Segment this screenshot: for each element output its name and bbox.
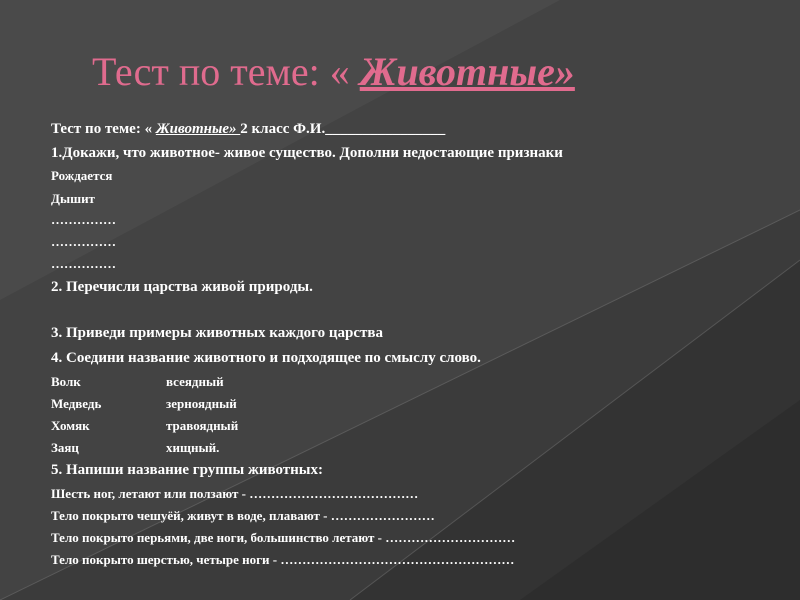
test-header xyxy=(51,122,445,137)
question-2: 2. Перечисли царства живой природы. xyxy=(51,279,313,295)
slide-title xyxy=(92,48,575,95)
q5-item: Тело покрыто перьями, две ноги, большинство летают - ………………………… xyxy=(51,530,516,545)
slide-title-prefix: Тест по теме: « xyxy=(92,49,360,94)
q4-animal: Заяц xyxy=(51,440,79,455)
q4-pair-row xyxy=(51,440,220,455)
question-4: 4. Соедини название животного и подходящее по смыслу слово. xyxy=(51,350,481,366)
q4-animal: Хомяк xyxy=(51,418,90,433)
test-header-emphasis: Животные» xyxy=(155,121,241,137)
q5-item: Шесть ног, летают или ползают - ………………………………… xyxy=(51,486,419,501)
question-5: 5. Напиши название группы животных: xyxy=(51,462,324,478)
q5-item: Тело покрыто чешуёй, живут в воде, плавают - …………………… xyxy=(51,508,435,523)
q4-pair-row xyxy=(51,374,224,389)
q4-pair-row xyxy=(51,418,239,433)
question-3: 3. Приведи примеры животных каждого царства xyxy=(51,325,383,341)
slide-title-emphasis: Животные» xyxy=(359,49,575,94)
q4-animal: Медведь xyxy=(51,396,102,411)
q1-item: …………… xyxy=(51,256,116,271)
q4-word: травоядный xyxy=(166,418,239,433)
test-header-prefix: Тест по теме: « xyxy=(51,121,156,137)
q1-item: Рождается xyxy=(51,168,113,183)
q4-word: зерноядный xyxy=(166,396,237,411)
q5-item: Тело покрыто шерстью, четыре ноги - ……………………………………………… xyxy=(51,552,515,567)
q4-animal: Волк xyxy=(51,374,81,389)
q4-pair-row xyxy=(51,396,237,411)
q1-item: …………… xyxy=(51,212,116,227)
q1-item: …………… xyxy=(51,234,116,249)
q4-word: хищный. xyxy=(166,440,220,455)
q1-item: Дышит xyxy=(51,191,95,206)
test-header-suffix: 2 класс Ф.И.________________ xyxy=(240,121,446,137)
question-1: 1.Докажи, что животное- живое существо. Дополни недостающие признаки xyxy=(51,145,563,161)
q4-word: всеядный xyxy=(166,374,224,389)
